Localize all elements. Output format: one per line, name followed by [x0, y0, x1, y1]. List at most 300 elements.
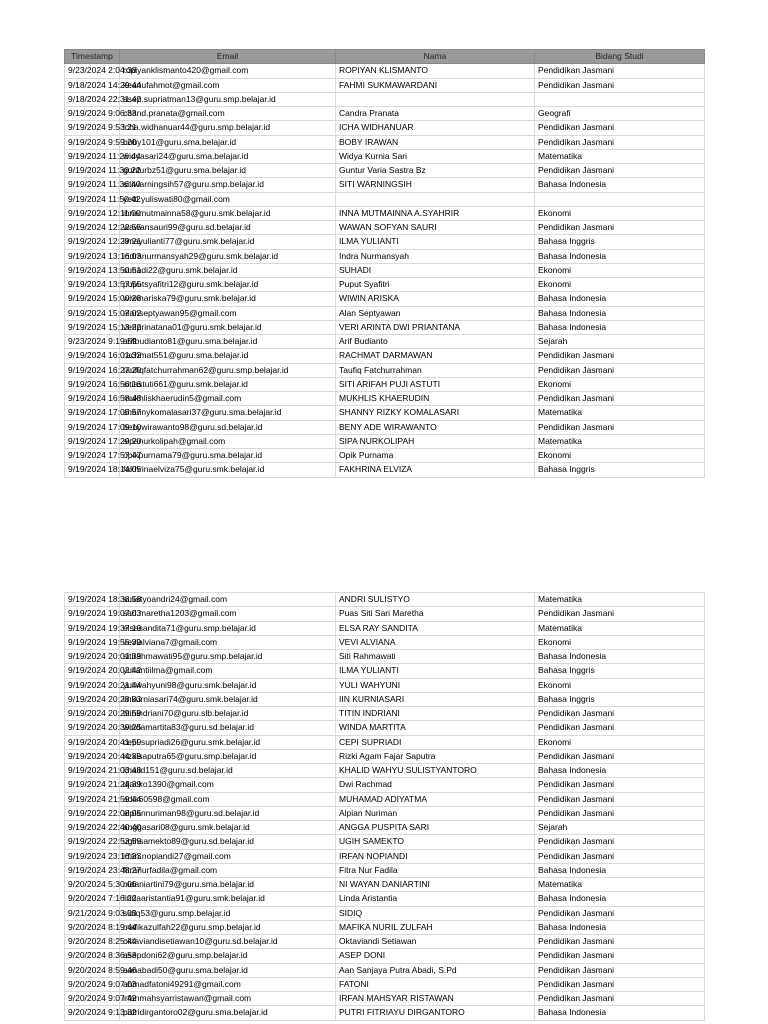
cell-nama: VEVI ALVIANA	[336, 635, 535, 649]
cell-bidang-studi: Pendidikan Jasmani	[535, 792, 705, 806]
cell-email: mafikazulfah22@guru.smp.belajar.id	[120, 920, 336, 934]
table-row	[65, 192, 705, 206]
table-row	[65, 821, 705, 835]
table-row	[65, 406, 705, 420]
table-row	[65, 892, 705, 906]
cell-bidang-studi: Pendidikan Jasmani	[535, 721, 705, 735]
cell-bidang-studi: Bahasa Indonesia	[535, 764, 705, 778]
cell-bidang-studi: Pendidikan Jasmani	[535, 607, 705, 621]
table-row	[65, 121, 705, 135]
table-row	[65, 306, 705, 320]
cell-bidang-studi: Bahasa Indonesia	[535, 892, 705, 906]
cell-timestamp: 9/19/2024 17:05:57	[65, 406, 120, 420]
cell-email: ilmayulianti77@guru.smk.belajar.id	[120, 235, 336, 249]
cell-nama: Puput Syafitri	[336, 278, 535, 292]
cell-email: asep.supriatman13@guru.smp.belajar.id	[120, 92, 336, 106]
table-row	[65, 235, 705, 249]
cell-bidang-studi: Matematika	[535, 621, 705, 635]
cell-nama: IIN KURNIASARI	[336, 692, 535, 706]
cell-email: icha.widhanuar44@guru.smp.belajar.id	[120, 121, 336, 135]
table-row	[65, 107, 705, 121]
table-row	[65, 320, 705, 334]
cell-timestamp: 9/19/2024 17:09:10	[65, 420, 120, 434]
cell-nama: Guntur Varia Sastra Bz	[336, 164, 535, 178]
cell-nama: Siti Rahmawati	[336, 650, 535, 664]
cell-bidang-studi: Ekonomi	[535, 263, 705, 277]
column-header-email: Email	[120, 50, 336, 64]
cell-bidang-studi: Pendidikan Jasmani	[535, 992, 705, 1006]
cell-email: ahmadfatoni49291@gmail.com	[120, 977, 336, 991]
cell-nama: ANGGA PUSPITA SARI	[336, 821, 535, 835]
table-body	[65, 64, 705, 477]
cell-bidang-studi: Bahasa Inggris	[535, 664, 705, 678]
table-row	[65, 778, 705, 792]
table-row	[65, 149, 705, 163]
cell-email: djacko1390@gmail.com	[120, 778, 336, 792]
cell-bidang-studi: Ekonomi	[535, 278, 705, 292]
cell-timestamp: 9/20/2024 8:19:44	[65, 920, 120, 934]
table-row	[65, 607, 705, 621]
table-row	[65, 878, 705, 892]
cell-bidang-studi: Pendidikan Jasmani	[535, 835, 705, 849]
table-row	[65, 463, 705, 477]
cell-timestamp: 9/19/2024 21:24:39	[65, 778, 120, 792]
cell-nama: VERI ARINTA DWI PRIANTANA	[336, 320, 535, 334]
cell-bidang-studi: Pendidikan Jasmani	[535, 806, 705, 820]
cell-nama: MUHAMAD ADIYATMA	[336, 792, 535, 806]
cell-nama: SITI ARIFAH PUJI ASTUTI	[336, 377, 535, 391]
table-row	[65, 678, 705, 692]
cell-bidang-studi: Matematika	[535, 593, 705, 607]
table-row	[65, 963, 705, 977]
table-row	[65, 278, 705, 292]
cell-bidang-studi: Matematika	[535, 406, 705, 420]
cell-bidang-studi: Bahasa Inggris	[535, 463, 705, 477]
cell-nama: Candra Pranata	[336, 107, 535, 121]
cell-nama: SITI WARNINGSIH	[336, 178, 535, 192]
table-body	[65, 593, 705, 1021]
cell-bidang-studi: Pendidikan Jasmani	[535, 977, 705, 991]
cell-bidang-studi: Pendidikan Jasmani	[535, 707, 705, 721]
table-row	[65, 863, 705, 877]
cell-timestamp: 9/19/2024 12:29:21	[65, 235, 120, 249]
cell-nama: Oktaviandi Setiawan	[336, 935, 535, 949]
cell-timestamp: 9/23/2024 2:04:38	[65, 64, 120, 78]
cell-timestamp: 9/19/2024 22:40:40	[65, 821, 120, 835]
cell-email: innamutmainna58@guru.smk.belajar.id	[120, 206, 336, 220]
cell-timestamp: 9/23/2024 9:19:59	[65, 335, 120, 349]
table-row	[65, 692, 705, 706]
column-header-nama: Nama	[336, 50, 535, 64]
cell-email: lindaaristantia91@guru.smk.belajar.id	[120, 892, 336, 906]
cell-email: anggasari08@guru.smk.belajar.id	[120, 821, 336, 835]
table-row	[65, 949, 705, 963]
cell-timestamp: 9/19/2024 19:37:19	[65, 621, 120, 635]
cell-nama: MUKHLIS KHAERUDIN	[336, 392, 535, 406]
cell-email: veriprinatana01@guru.smk.belajar.id	[120, 320, 336, 334]
table-row	[65, 593, 705, 607]
cell-bidang-studi: Pendidikan Jasmani	[535, 78, 705, 92]
cell-bidang-studi: Bahasa Inggris	[535, 692, 705, 706]
cell-bidang-studi: Pendidikan Jasmani	[535, 349, 705, 363]
table-row	[65, 64, 705, 78]
cell-timestamp: 9/18/2024 14:29:44	[65, 78, 120, 92]
cell-nama: UGIH SAMEKTO	[336, 835, 535, 849]
cell-email: titinindriani70@guru.slb.belajar.id	[120, 707, 336, 721]
cell-nama: ASEP DONI	[336, 949, 535, 963]
column-header-bidang-studi: Bidang Studi	[535, 50, 705, 64]
cell-timestamp: 9/19/2024 20:21:44	[65, 678, 120, 692]
cell-timestamp: 9/19/2024 18:14:05	[65, 463, 120, 477]
cell-nama: Puas Siti Sari Maretha	[336, 607, 535, 621]
cell-nama: Opik Purnama	[336, 449, 535, 463]
cell-timestamp: 9/19/2024 12:11:00	[65, 206, 120, 220]
cell-timestamp: 9/19/2024 16:58:48	[65, 392, 120, 406]
cell-bidang-studi: Pendidikan Jasmani	[535, 221, 705, 235]
cell-bidang-studi: Pendidikan Jasmani	[535, 935, 705, 949]
cell-email: putridirgantoro02@guru.sma.belajar.id	[120, 1006, 336, 1020]
cell-bidang-studi: Sejarah	[535, 821, 705, 835]
cell-timestamp: 9/19/2024 16:01:32	[65, 349, 120, 363]
cell-timestamp: 9/19/2024 13:16:03	[65, 249, 120, 263]
cell-nama: Rizki Agam Fajar Saputra	[336, 749, 535, 763]
cell-timestamp: 9/19/2024 11:30:22	[65, 164, 120, 178]
cell-email: rizkisaputra65@guru.smp.belajar.id	[120, 749, 336, 763]
cell-timestamp: 9/19/2024 22:53:59	[65, 835, 120, 849]
cell-nama: FAHMI SUKMAWARDANI	[336, 78, 535, 92]
cell-nama: PUTRI FITRIAYU DIRGANTORO	[336, 1006, 535, 1020]
cell-timestamp: 9/19/2024 15:13:22	[65, 320, 120, 334]
cell-email: yuliwahyuni98@guru.smk.belajar.id	[120, 678, 336, 692]
cell-bidang-studi: Ekonomi	[535, 735, 705, 749]
cell-timestamp: 9/19/2024 20:39:25	[65, 721, 120, 735]
cell-email: fakhrinaelviza75@guru.smk.belajar.id	[120, 463, 336, 477]
cell-email: arifbudianto81@guru.sma.belajar.id	[120, 335, 336, 349]
cell-email: sipanurkolipah@gmail.com	[120, 434, 336, 448]
table-row	[65, 363, 705, 377]
cell-timestamp: 9/19/2024 20:29:59	[65, 707, 120, 721]
cell-timestamp: 9/20/2024 8:59:46	[65, 963, 120, 977]
table-row	[65, 164, 705, 178]
cell-bidang-studi: Geografi	[535, 107, 705, 121]
cell-timestamp: 9/19/2024 22:08:05	[65, 806, 120, 820]
cell-nama: Linda Aristantia	[336, 892, 535, 906]
cell-email: sidiq53@guru.smp.belajar.id	[120, 906, 336, 920]
cell-nama: SIPA NURKOLIPAH	[336, 434, 535, 448]
cell-nama: FATONI	[336, 977, 535, 991]
cell-timestamp: 9/20/2024 8:36:53	[65, 949, 120, 963]
cell-email: nidaniartini79@guru.sma.belajar.id	[120, 878, 336, 892]
cell-bidang-studi: Pendidikan Jasmani	[535, 949, 705, 963]
cell-email: gunturbz51@guru.sma.belajar.id	[120, 164, 336, 178]
cell-nama: TITIN INDRIANI	[336, 707, 535, 721]
cell-nama: IRFAN NOPIANDI	[336, 849, 535, 863]
cell-email: khalid151@guru.sd.belajar.id	[120, 764, 336, 778]
cell-bidang-studi: Pendidikan Jasmani	[535, 420, 705, 434]
cell-email: suhadi22@guru.smk.belajar.id	[120, 263, 336, 277]
cell-timestamp: 9/19/2024 20:41:59	[65, 735, 120, 749]
cell-nama: CEPI SUPRIADI	[336, 735, 535, 749]
cell-email: sulistyoandri24@gmail.com	[120, 593, 336, 607]
cell-nama	[336, 92, 535, 106]
table-row	[65, 650, 705, 664]
cell-email: mukhliskhaerudin5@gmail.com	[120, 392, 336, 406]
cell-email: yetti.yuliswati80@gmail.com	[120, 192, 336, 206]
cell-timestamp: 9/19/2024 19:07:03	[65, 607, 120, 621]
cell-timestamp: 9/19/2024 21:03:48	[65, 764, 120, 778]
cell-nama: YULI WAHYUNI	[336, 678, 535, 692]
cell-nama: ELSA RAY SANDITA	[336, 621, 535, 635]
table-row	[65, 221, 705, 235]
cell-email: alpiannuriman98@guru.sd.belajar.id	[120, 806, 336, 820]
table-row	[65, 249, 705, 263]
cell-bidang-studi: Matematika	[535, 878, 705, 892]
cell-nama: RACHMAT DARMAWAN	[336, 349, 535, 363]
cell-nama: ILMA YULIANTI	[336, 664, 535, 678]
cell-bidang-studi: Bahasa Indonesia	[535, 320, 705, 334]
cell-email: oktaviandisetiawan10@guru.sd.belajar.id	[120, 935, 336, 949]
cell-email: asepdoni62@guru.smp.belajar.id	[120, 949, 336, 963]
table-row	[65, 849, 705, 863]
cell-timestamp: 9/21/2024 9:03:03	[65, 906, 120, 920]
table-row	[65, 78, 705, 92]
table-row	[65, 449, 705, 463]
cell-timestamp: 9/20/2024 9:07:03	[65, 977, 120, 991]
table-row	[65, 977, 705, 991]
cell-nama: IRFAN MAHSYAR RISTAWAN	[336, 992, 535, 1006]
table-row	[65, 377, 705, 391]
table-row	[65, 178, 705, 192]
cell-email: cepi.supriadi26@guru.smk.belajar.id	[120, 735, 336, 749]
cell-timestamp: 9/19/2024 13:57:55	[65, 278, 120, 292]
cell-nama: Alpian Nuriman	[336, 806, 535, 820]
cell-timestamp: 9/19/2024 9:59:20	[65, 135, 120, 149]
cell-bidang-studi: Bahasa Indonesia	[535, 1006, 705, 1020]
cell-nama: SUHADI	[336, 263, 535, 277]
table-row	[65, 721, 705, 735]
cell-nama: WINDA MARTITA	[336, 721, 535, 735]
cell-timestamp: 9/18/2024 22:31:42	[65, 92, 120, 106]
cell-bidang-studi: Pendidikan Jasmani	[535, 392, 705, 406]
cell-nama: Widya Kurnia Sari	[336, 149, 535, 163]
cell-nama: Indra Nurmansyah	[336, 249, 535, 263]
cell-timestamp: 9/19/2024 11:26:44	[65, 149, 120, 163]
table-row	[65, 835, 705, 849]
cell-email: widyasari24@guru.sma.belajar.id	[120, 149, 336, 163]
cell-bidang-studi: Bahasa Indonesia	[535, 178, 705, 192]
cell-bidang-studi: Ekonomi	[535, 377, 705, 391]
table-row	[65, 420, 705, 434]
cell-timestamp: 9/19/2024 11:36:40	[65, 178, 120, 192]
cell-bidang-studi: Bahasa Indonesia	[535, 306, 705, 320]
cell-email: opikpurnama79@guru.sma.belajar.id	[120, 449, 336, 463]
table-row	[65, 292, 705, 306]
cell-nama: FAKHRINA ELVIZA	[336, 463, 535, 477]
cell-email: yuliantiilma@gmail.com	[120, 664, 336, 678]
cell-timestamp: 9/20/2024 9:13:32	[65, 1006, 120, 1020]
cell-email: rachmat551@guru.sma.belajar.id	[120, 349, 336, 363]
cell-bidang-studi: Pendidikan Jasmani	[535, 778, 705, 792]
table-row	[65, 707, 705, 721]
table-row	[65, 935, 705, 949]
cell-timestamp: 9/19/2024 16:27:20	[65, 363, 120, 377]
cell-bidang-studi: Sejarah	[535, 335, 705, 349]
table-row	[65, 792, 705, 806]
table-row	[65, 920, 705, 934]
cell-email: keanufahmot@gmail.com	[120, 78, 336, 92]
cell-timestamp: 9/19/2024 23:48:27	[65, 863, 120, 877]
cell-timestamp: 9/20/2024 8:25:44	[65, 935, 120, 949]
cell-bidang-studi	[535, 192, 705, 206]
table-row	[65, 92, 705, 106]
cell-email: sitiwarningsih57@guru.smp.belajar.id	[120, 178, 336, 192]
table-row	[65, 664, 705, 678]
cell-timestamp: 9/19/2024 23:16:33	[65, 849, 120, 863]
cell-email: indranurmansyah29@guru.smk.belajar.id	[120, 249, 336, 263]
cell-timestamp: 9/19/2024 17:29:20	[65, 434, 120, 448]
table-row	[65, 992, 705, 1006]
cell-bidang-studi: Ekonomi	[535, 449, 705, 463]
cell-bidang-studi: Pendidikan Jasmani	[535, 963, 705, 977]
cell-nama: INNA MUTMAINNA A.SYAHRIR	[336, 206, 535, 220]
table-row	[65, 621, 705, 635]
cell-bidang-studi: Bahasa Indonesia	[535, 863, 705, 877]
table-row	[65, 764, 705, 778]
cell-bidang-studi	[535, 92, 705, 106]
cell-timestamp: 9/19/2024 11:50:42	[65, 192, 120, 206]
cell-bidang-studi: Matematika	[535, 149, 705, 163]
cell-email: boby101@guru.sma.belajar.id	[120, 135, 336, 149]
cell-email: sari.maretha1203@gmail.com	[120, 607, 336, 621]
cell-nama: ICHA WIDHANUAR	[336, 121, 535, 135]
cell-nama: SHANNY RIZKY KOMALASARI	[336, 406, 535, 420]
cell-email: aanabadi50@guru.sma.belajar.id	[120, 963, 336, 977]
cell-timestamp: 9/19/2024 20:02:42	[65, 664, 120, 678]
cell-bidang-studi: Ekonomi	[535, 678, 705, 692]
cell-bidang-studi: Ekonomi	[535, 206, 705, 220]
cell-timestamp: 9/20/2024 7:16:22	[65, 892, 120, 906]
cell-timestamp: 9/19/2024 20:28:33	[65, 692, 120, 706]
cell-email: puputsyafitri12@guru.smk.belajar.id	[120, 278, 336, 292]
cell-email: fitranurfadila@gmail.com	[120, 863, 336, 877]
responses-table-page-2	[64, 592, 705, 1021]
cell-nama: WAWAN SOFYAN SAURI	[336, 221, 535, 235]
cell-nama: ILMA YULIANTI	[336, 235, 535, 249]
cell-email: windamartita83@guru.sd.belajar.id	[120, 721, 336, 735]
cell-timestamp: 9/19/2024 19:55:39	[65, 635, 120, 649]
cell-email: irfanmahsyarristawan@gmail.com	[120, 992, 336, 1006]
cell-timestamp: 9/19/2024 15:07:02	[65, 306, 120, 320]
cell-nama: NI WAYAN DANIARTINI	[336, 878, 535, 892]
cell-timestamp: 9/19/2024 16:56:16	[65, 377, 120, 391]
cell-timestamp: 9/19/2024 20:44:39	[65, 749, 120, 763]
cell-nama: Arif Budianto	[336, 335, 535, 349]
table-row	[65, 263, 705, 277]
cell-nama: SIDIQ	[336, 906, 535, 920]
cell-timestamp: 9/19/2024 9:06:33	[65, 107, 120, 121]
cell-nama: Alan Septyawan	[336, 306, 535, 320]
cell-email: alanseptyawan95@gmail.com	[120, 306, 336, 320]
cell-email: sitiastuti661@guru.smk.belajar.id	[120, 377, 336, 391]
cell-nama: Taufiq Fatchurrahman	[336, 363, 535, 377]
responses-table-page-1	[64, 49, 705, 478]
cell-bidang-studi: Pendidikan Jasmani	[535, 849, 705, 863]
table-row	[65, 1006, 705, 1020]
header-row	[65, 50, 705, 64]
cell-timestamp: 9/20/2024 9:07:42	[65, 992, 120, 1006]
cell-email: ropiyanklismanto420@gmail.com	[120, 64, 336, 78]
cell-timestamp: 9/19/2024 18:38:58	[65, 593, 120, 607]
cell-timestamp: 9/19/2024 17:57:47	[65, 449, 120, 463]
cell-nama: WIWIN ARISKA	[336, 292, 535, 306]
cell-email: adis60598@gmail.com	[120, 792, 336, 806]
cell-nama: Aan Sanjaya Putra Abadi, S.Pd	[336, 963, 535, 977]
cell-email: iinkurniasari74@guru.smk.belajar.id	[120, 692, 336, 706]
table-row	[65, 206, 705, 220]
cell-email: vevialviana7@gmail.com	[120, 635, 336, 649]
cell-email: wiwinariska79@guru.smk.belajar.id	[120, 292, 336, 306]
cell-bidang-studi: Pendidikan Jasmani	[535, 363, 705, 377]
cell-bidang-studi: Bahasa Indonesia	[535, 249, 705, 263]
cell-nama: ROPIYAN KLISMANTO	[336, 64, 535, 78]
table-row	[65, 392, 705, 406]
cell-nama: MAFIKA NURIL ZULFAH	[336, 920, 535, 934]
table-row	[65, 806, 705, 820]
cell-email: irfan.nopiandi27@gmail.com	[120, 849, 336, 863]
cell-bidang-studi: Pendidikan Jasmani	[535, 135, 705, 149]
cell-bidang-studi: Pendidikan Jasmani	[535, 121, 705, 135]
table-row	[65, 635, 705, 649]
cell-timestamp: 9/19/2024 9:53:21	[65, 121, 120, 135]
table-row	[65, 135, 705, 149]
cell-email: benywirawanto98@guru.sd.belajar.id	[120, 420, 336, 434]
cell-bidang-studi: Bahasa Indonesia	[535, 292, 705, 306]
cell-nama: KHALID WAHYU SULISTYANTORO	[336, 764, 535, 778]
cell-nama: ANDRI SULISTYO	[336, 593, 535, 607]
cell-bidang-studi: Pendidikan Jasmani	[535, 64, 705, 78]
cell-timestamp: 9/19/2024 12:22:55	[65, 221, 120, 235]
table-row	[65, 735, 705, 749]
cell-timestamp: 9/19/2024 13:50:51	[65, 263, 120, 277]
cell-email: wawansauri99@guru.sd.belajar.id	[120, 221, 336, 235]
cell-nama: Fitra Nur Fadila	[336, 863, 535, 877]
cell-email: ugihsamekto89@guru.sd.belajar.id	[120, 835, 336, 849]
cell-bidang-studi: Matematika	[535, 434, 705, 448]
cell-timestamp: 9/19/2024 20:01:39	[65, 650, 120, 664]
cell-bidang-studi: Bahasa Inggris	[535, 235, 705, 249]
cell-email: shannykomalasari37@guru.sma.belajar.id	[120, 406, 336, 420]
cell-bidang-studi: Pendidikan Jasmani	[535, 164, 705, 178]
cell-bidang-studi: Ekonomi	[535, 635, 705, 649]
table-row	[65, 906, 705, 920]
cell-nama: BOBY IRAWAN	[336, 135, 535, 149]
cell-email: elsasandita71@guru.smp.belajar.id	[120, 621, 336, 635]
cell-nama: Dwi Rachmad	[336, 778, 535, 792]
cell-email: taufiqfatchurrahman62@guru.smp.belajar.id	[120, 363, 336, 377]
cell-timestamp: 9/19/2024 15:00:28	[65, 292, 120, 306]
cell-timestamp: 9/20/2024 5:30:06	[65, 878, 120, 892]
cell-email: chand.pranata@gmail.com	[120, 107, 336, 121]
cell-email: sitirahmawati95@guru.smp.belajar.id	[120, 650, 336, 664]
table-row	[65, 749, 705, 763]
cell-bidang-studi: Bahasa Indonesia	[535, 650, 705, 664]
cell-bidang-studi: Pendidikan Jasmani	[535, 749, 705, 763]
table-row	[65, 434, 705, 448]
table-row	[65, 335, 705, 349]
column-header-timestamp: Timestamp	[65, 50, 120, 64]
cell-timestamp: 9/19/2024 21:59:44	[65, 792, 120, 806]
cell-bidang-studi: Bahasa Indonesia	[535, 920, 705, 934]
